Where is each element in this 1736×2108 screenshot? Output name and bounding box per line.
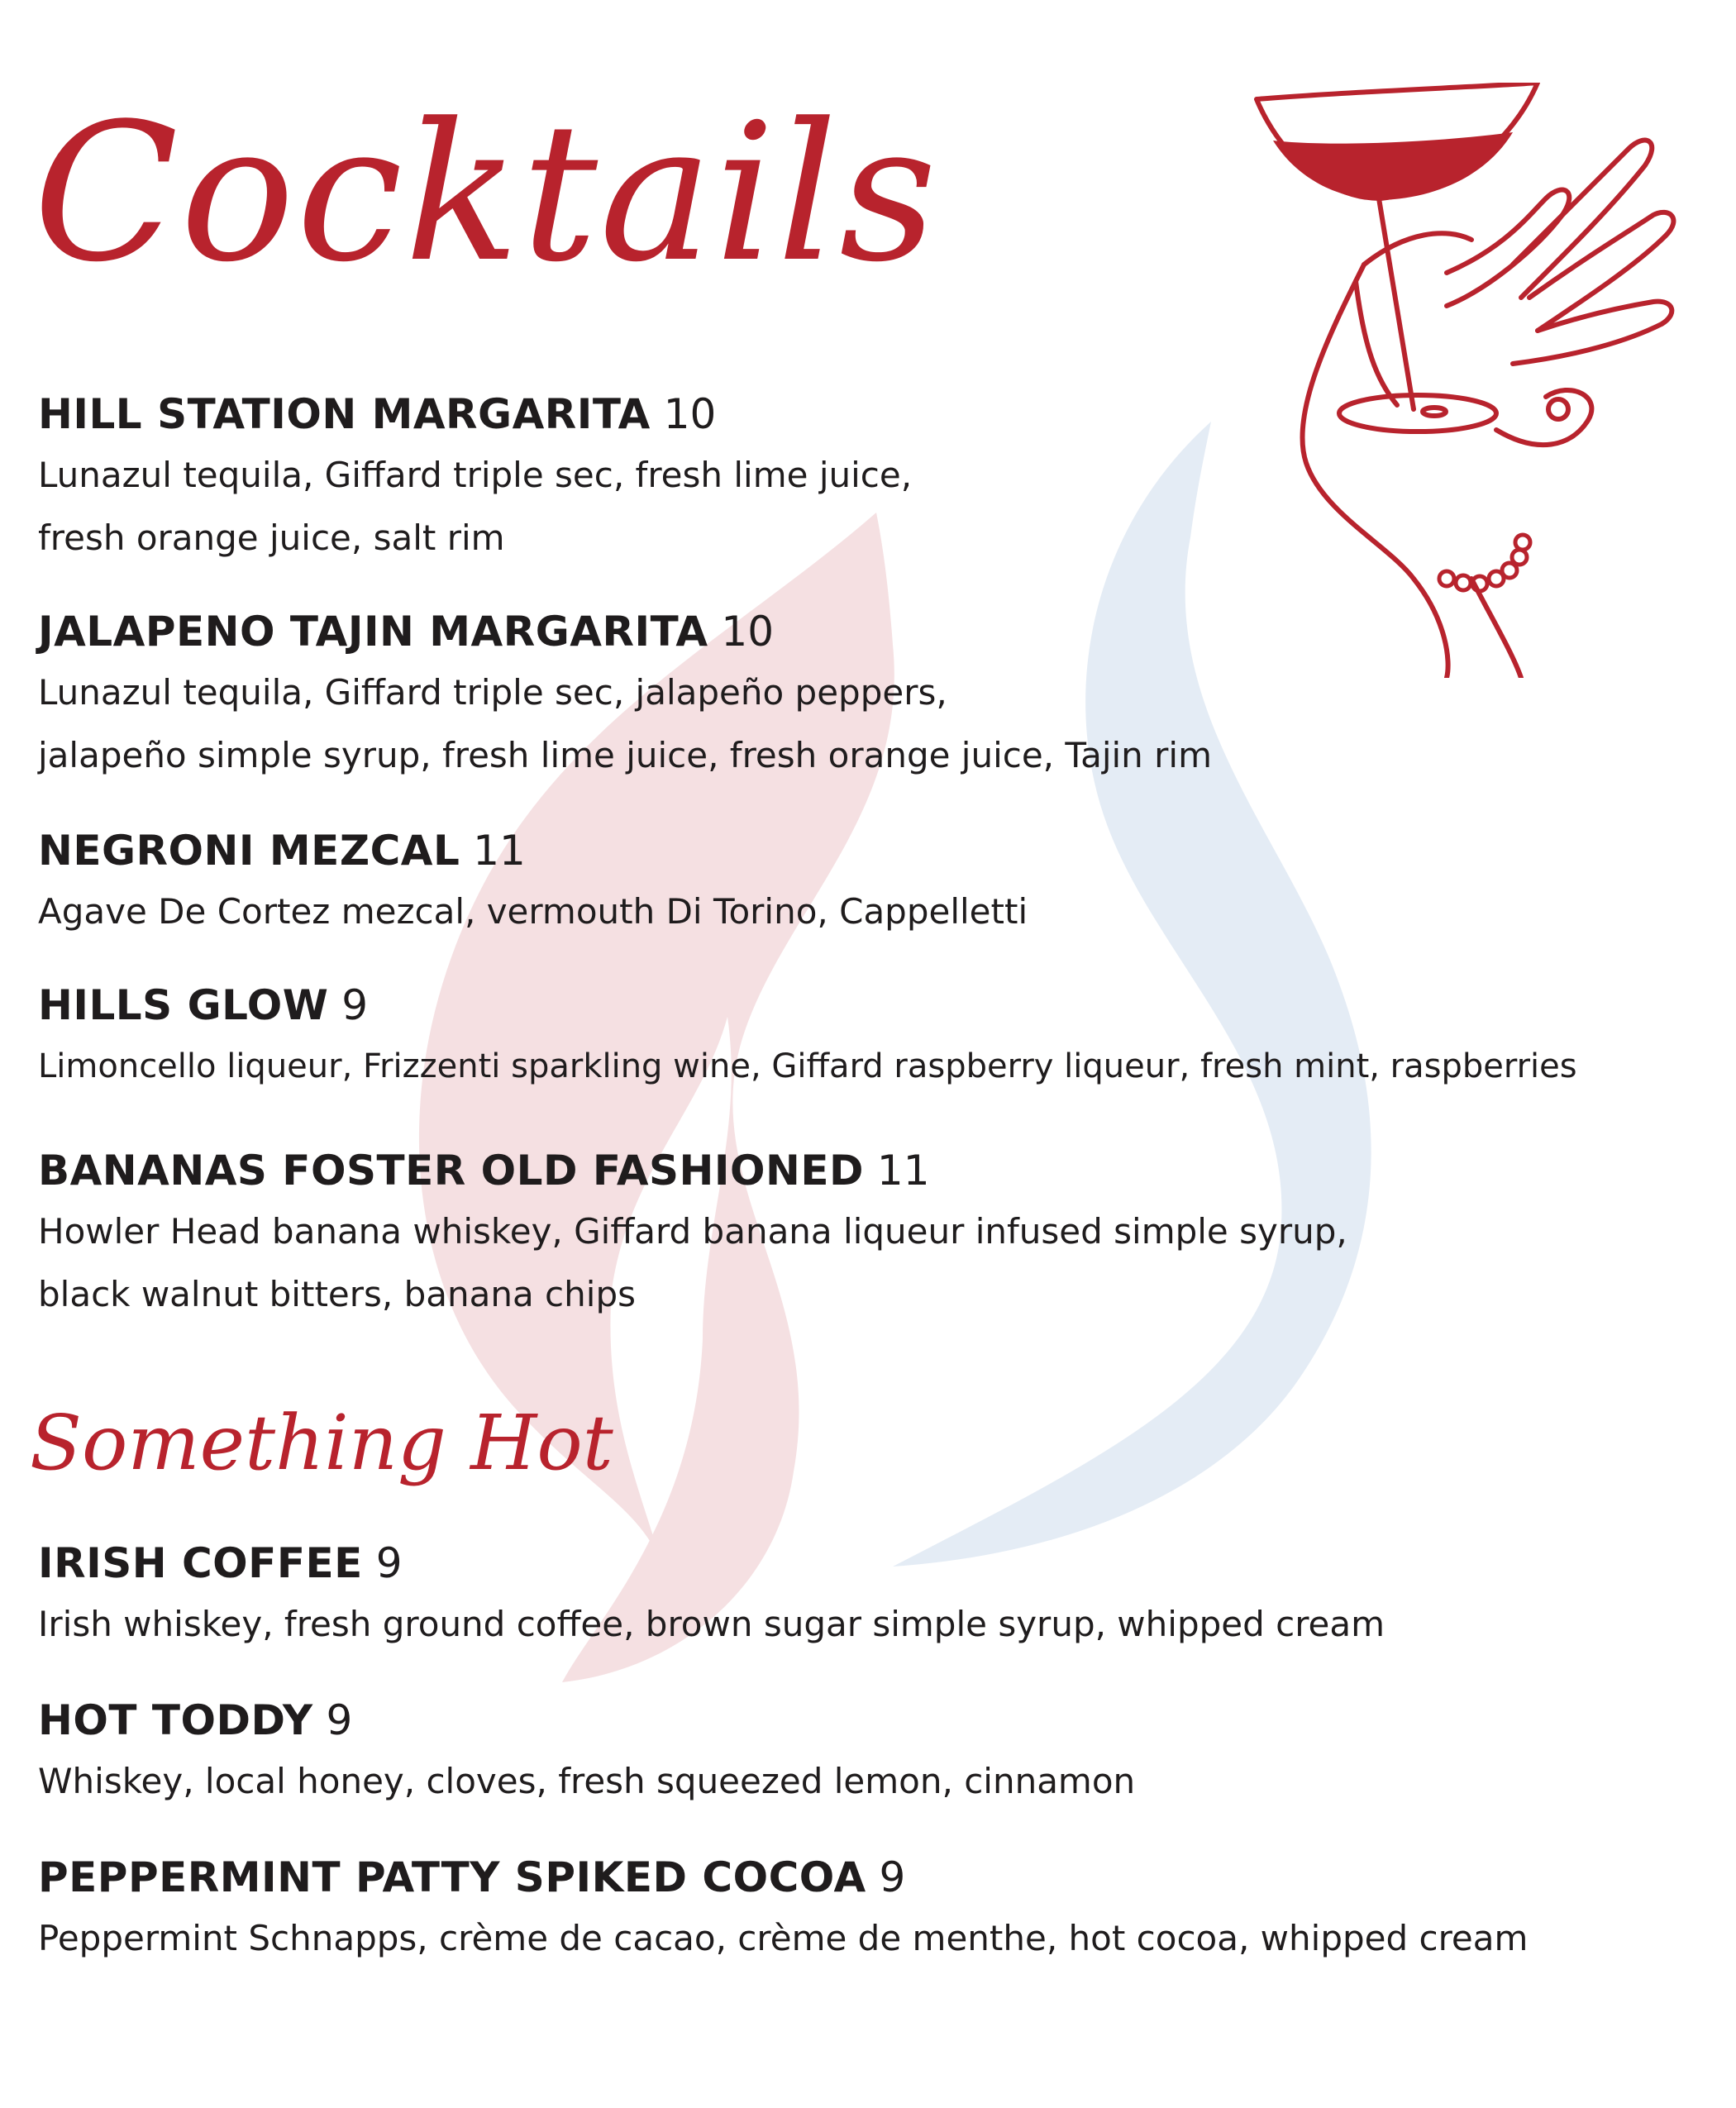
item-description: Agave De Cortez mezcal, vermouth Di Torino, Cappelletti: [38, 891, 1028, 932]
item-name: HILLS GLOW: [38, 981, 329, 1029]
menu-item: [38, 384, 1708, 570]
item-price: 9: [326, 1696, 353, 1744]
item-description: Irish whiskey, fresh ground coffee, brown sugar simple syrup, whipped cream: [38, 1604, 1385, 1644]
item-name: HILL STATION MARGARITA: [38, 390, 651, 438]
menu-title: Cocktails: [33, 83, 939, 304]
item-price: 10: [721, 608, 775, 656]
menu-item: [38, 821, 1708, 943]
item-description: jalapeño simple syrup, fresh lime juice, fresh orange juice, Tajin rim: [38, 735, 1212, 775]
item-price: 11: [473, 827, 526, 875]
item-description: Whiskey, local honey, cloves, fresh squeezed lemon, cinnamon: [38, 1761, 1136, 1801]
item-name: PEPPERMINT PATTY SPIKED COCOA: [38, 1853, 866, 1901]
item-description: fresh orange juice, salt rim: [38, 517, 505, 558]
item-name: BANANAS FOSTER OLD FASHIONED: [38, 1147, 865, 1195]
item-description: Howler Head banana whiskey, Giffard banana liqueur infused simple syrup,: [38, 1211, 1347, 1252]
hand-holding-martini-glass-icon: [1240, 83, 1719, 678]
item-description: Lunazul tequila, Giffard triple sec, fresh lime juice,: [38, 455, 913, 495]
item-description: Limoncello liqueur, Frizzenti sparkling wine, Giffard raspberry liqueur, fresh mint, raspberries: [38, 1047, 1577, 1085]
item-description: Lunazul tequila, Giffard triple sec, jalapeño peppers,: [38, 672, 947, 713]
item-name: HOT TODDY: [38, 1696, 313, 1744]
item-price: 10: [663, 390, 717, 438]
item-description: black walnut bitters, banana chips: [38, 1274, 636, 1314]
item-price: 9: [879, 1853, 906, 1901]
menu-item: [38, 1691, 1708, 1813]
item-price: 11: [876, 1147, 930, 1195]
menu-item: [38, 975, 1708, 1098]
menu-item: [38, 1141, 1708, 1326]
item-name: JALAPENO TAJIN MARGARITA: [38, 608, 708, 656]
menu-item: [38, 602, 1708, 787]
item-price: 9: [341, 981, 369, 1029]
item-description: Peppermint Schnapps, crème de cacao, crème de menthe, hot cocoa, whipped cream: [38, 1918, 1529, 1958]
item-price: 9: [375, 1539, 403, 1587]
menu-item: [38, 1533, 1708, 1656]
item-name: IRISH COFFEE: [38, 1539, 363, 1587]
menu-item: [38, 1848, 1708, 1970]
item-name: NEGRONI MEZCAL: [38, 827, 460, 875]
section-title-something-hot: Something Hot: [30, 1399, 613, 1487]
